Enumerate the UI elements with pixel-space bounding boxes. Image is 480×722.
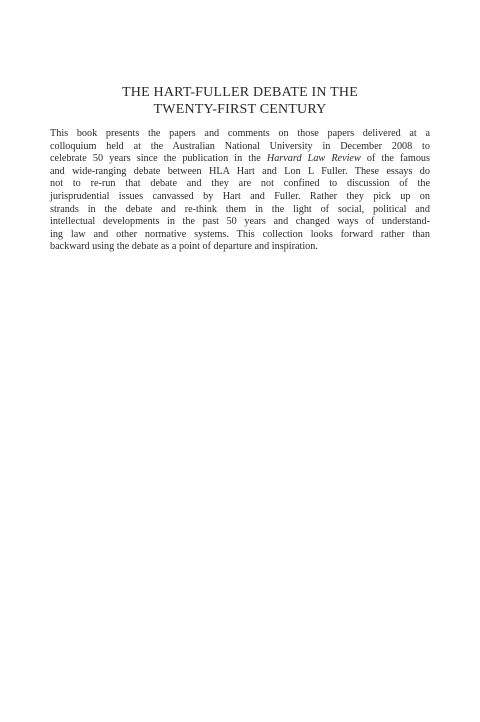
book-title-line-1: THE HART-FULLER DEBATE IN THE xyxy=(122,85,358,100)
description-line xyxy=(50,153,430,166)
description-line: strands in the debate and re-think them in the light of social, political and xyxy=(50,203,430,215)
description-line: and wide-ranging debate between HLA Hart and Lon L Fuller. These essays do xyxy=(50,165,430,177)
description-line: jurisprudential issues canvassed by Hart and Fuller. Rather they pick up on xyxy=(50,190,430,202)
book-title-line-2: TWENTY-FIRST CENTURY xyxy=(153,102,327,117)
description-line: This book presents the papers and comments on those papers delivered at a xyxy=(50,128,430,139)
book-description xyxy=(50,128,430,254)
description-line-suffix: of the famous xyxy=(360,153,430,165)
description-line: colloquium held at the Australian National University in December 2008 to xyxy=(50,140,430,152)
description-line: intellectual developments in the past 50 years and changed ways of understand- xyxy=(50,216,430,228)
journal-title: Harvard Law Review xyxy=(266,153,361,165)
book-title xyxy=(0,84,480,118)
description-line: backward using the debate as a point of departure and inspiration. xyxy=(50,241,318,253)
description-line: not to re-run that debate and they are not confined to discussion of the xyxy=(50,178,430,190)
description-line-prefix: celebrate 50 years since the publication in the xyxy=(50,153,267,165)
description-line: ing law and other normative systems. This collection looks forward rather than xyxy=(50,228,430,240)
